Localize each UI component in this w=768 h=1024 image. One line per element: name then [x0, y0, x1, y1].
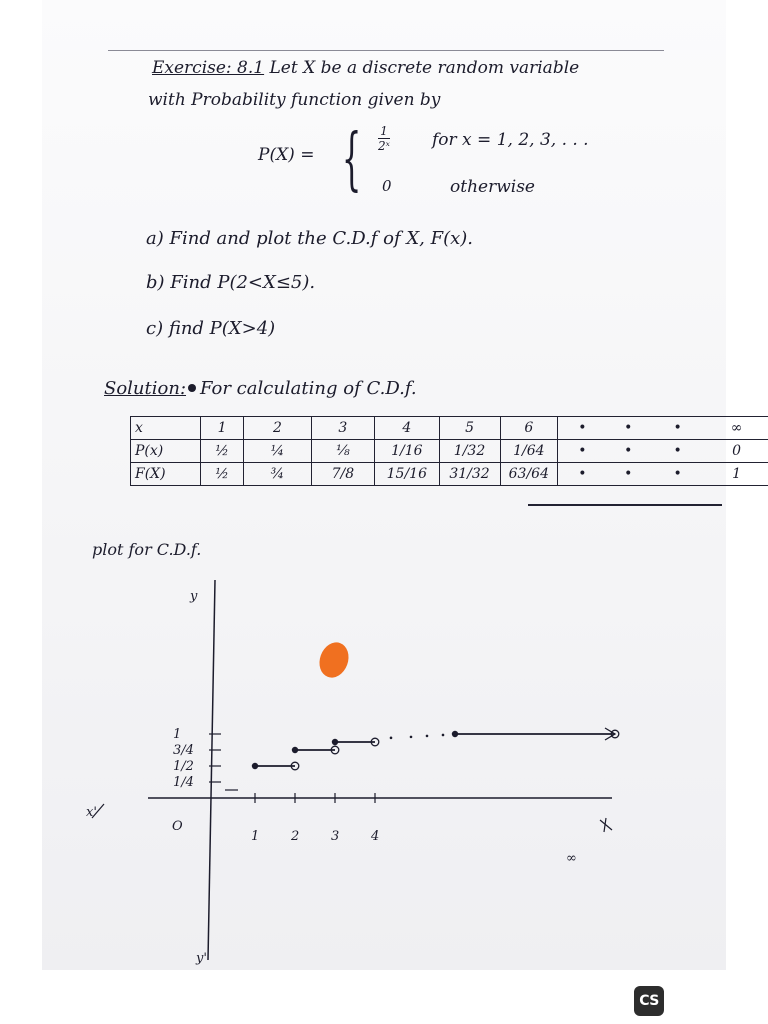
y-axis-label: y: [190, 589, 198, 604]
pmf-numerator: 1: [378, 124, 390, 139]
table-cell: 0: [705, 440, 768, 463]
pmf-zero: 0: [382, 177, 392, 195]
table-cell: 15/16: [375, 463, 439, 486]
y-tick-label: 1/2: [173, 759, 194, 774]
table-cell: 63/64: [500, 463, 558, 486]
brace-icon: {: [341, 120, 362, 199]
table-cell: •: [558, 463, 607, 486]
cdf-step-start-dot: [332, 739, 338, 745]
cdf-plot-layer: [86, 589, 619, 966]
infinity-label: ∞: [566, 851, 577, 866]
table-cell: ½: [200, 463, 243, 486]
y-tick-label: 1: [173, 727, 182, 742]
question-c: c) find P(X>4): [146, 318, 276, 339]
table-cell: 1: [705, 463, 768, 486]
question-b: b) Find P(2<X≤5).: [146, 272, 316, 293]
x-tick-label: 3: [331, 829, 340, 844]
x-tick-label: 2: [291, 829, 300, 844]
exercise-statement: Let X be a discrete random variable: [269, 58, 580, 78]
table-cell: 3: [311, 417, 375, 440]
table-cell: •: [650, 440, 705, 463]
exercise-line-2: with Probability function given by: [148, 90, 441, 110]
table-cell: ¼: [244, 440, 311, 463]
table-cell: 7/8: [311, 463, 375, 486]
table-cell: •: [558, 417, 607, 440]
continuation-dot: [410, 736, 413, 739]
table-cell: •: [650, 463, 705, 486]
table-cell: •: [607, 440, 650, 463]
pmf-condition-2: otherwise: [450, 177, 535, 197]
table-cell: 1/64: [500, 440, 558, 463]
pmf-lhs: P(X) =: [258, 145, 315, 165]
x-tick-label: 1: [251, 829, 260, 844]
continuation-dot: [442, 734, 445, 737]
table-cell: •: [607, 463, 650, 486]
pmf-denominator: 2ˣ: [378, 139, 390, 153]
table-cell: 2: [244, 417, 311, 440]
table-cell: •: [607, 417, 650, 440]
table-cell: •: [558, 440, 607, 463]
table-cell: 1: [200, 417, 243, 440]
exercise-label: Exercise: 8.1: [152, 58, 265, 78]
table-cell: 6: [500, 417, 558, 440]
table-cell: ¾: [244, 463, 311, 486]
solution-label: Solution:: [104, 378, 187, 399]
table-cell: ∞: [705, 417, 768, 440]
y-tick-label: 3/4: [173, 743, 194, 758]
table-cell: ⅛: [311, 440, 375, 463]
table-cell: •: [650, 417, 705, 440]
x-tick-label: 4: [371, 829, 380, 844]
y-axis: [208, 580, 215, 960]
plot-title: plot for C.D.f.: [92, 540, 202, 559]
orange-mark: [315, 638, 354, 681]
table-cell: 4: [375, 417, 439, 440]
table-cell: 1/16: [375, 440, 439, 463]
pmf-condition-1: for x = 1, 2, 3, . . .: [432, 130, 589, 150]
cdf-step-start-dot: [252, 763, 258, 769]
table-cell: 5: [439, 417, 500, 440]
solution-text: For calculating of C.D.f.: [200, 378, 417, 399]
table-cell: 31/32: [439, 463, 500, 486]
y-tick-label: 1/4: [173, 775, 194, 790]
cdf-step-start-dot: [452, 731, 458, 737]
question-a: a) Find and plot the C.D.f of X, F(x).: [146, 228, 474, 249]
continuation-dot: [390, 737, 393, 740]
cdf-step-start-dot: [292, 747, 298, 753]
y-prime-label: y': [196, 951, 207, 966]
x-prime-label: x': [86, 805, 97, 820]
continuation-dot: [426, 735, 429, 738]
table-cell: ½: [200, 440, 243, 463]
table-cell: 1/32: [439, 440, 500, 463]
table-row-head: P(x): [131, 440, 201, 463]
camscanner-badge: CS: [634, 986, 664, 1016]
origin-label: O: [172, 819, 183, 834]
table-row-head: x: [131, 417, 201, 440]
table-row-head: F(X): [131, 463, 201, 486]
